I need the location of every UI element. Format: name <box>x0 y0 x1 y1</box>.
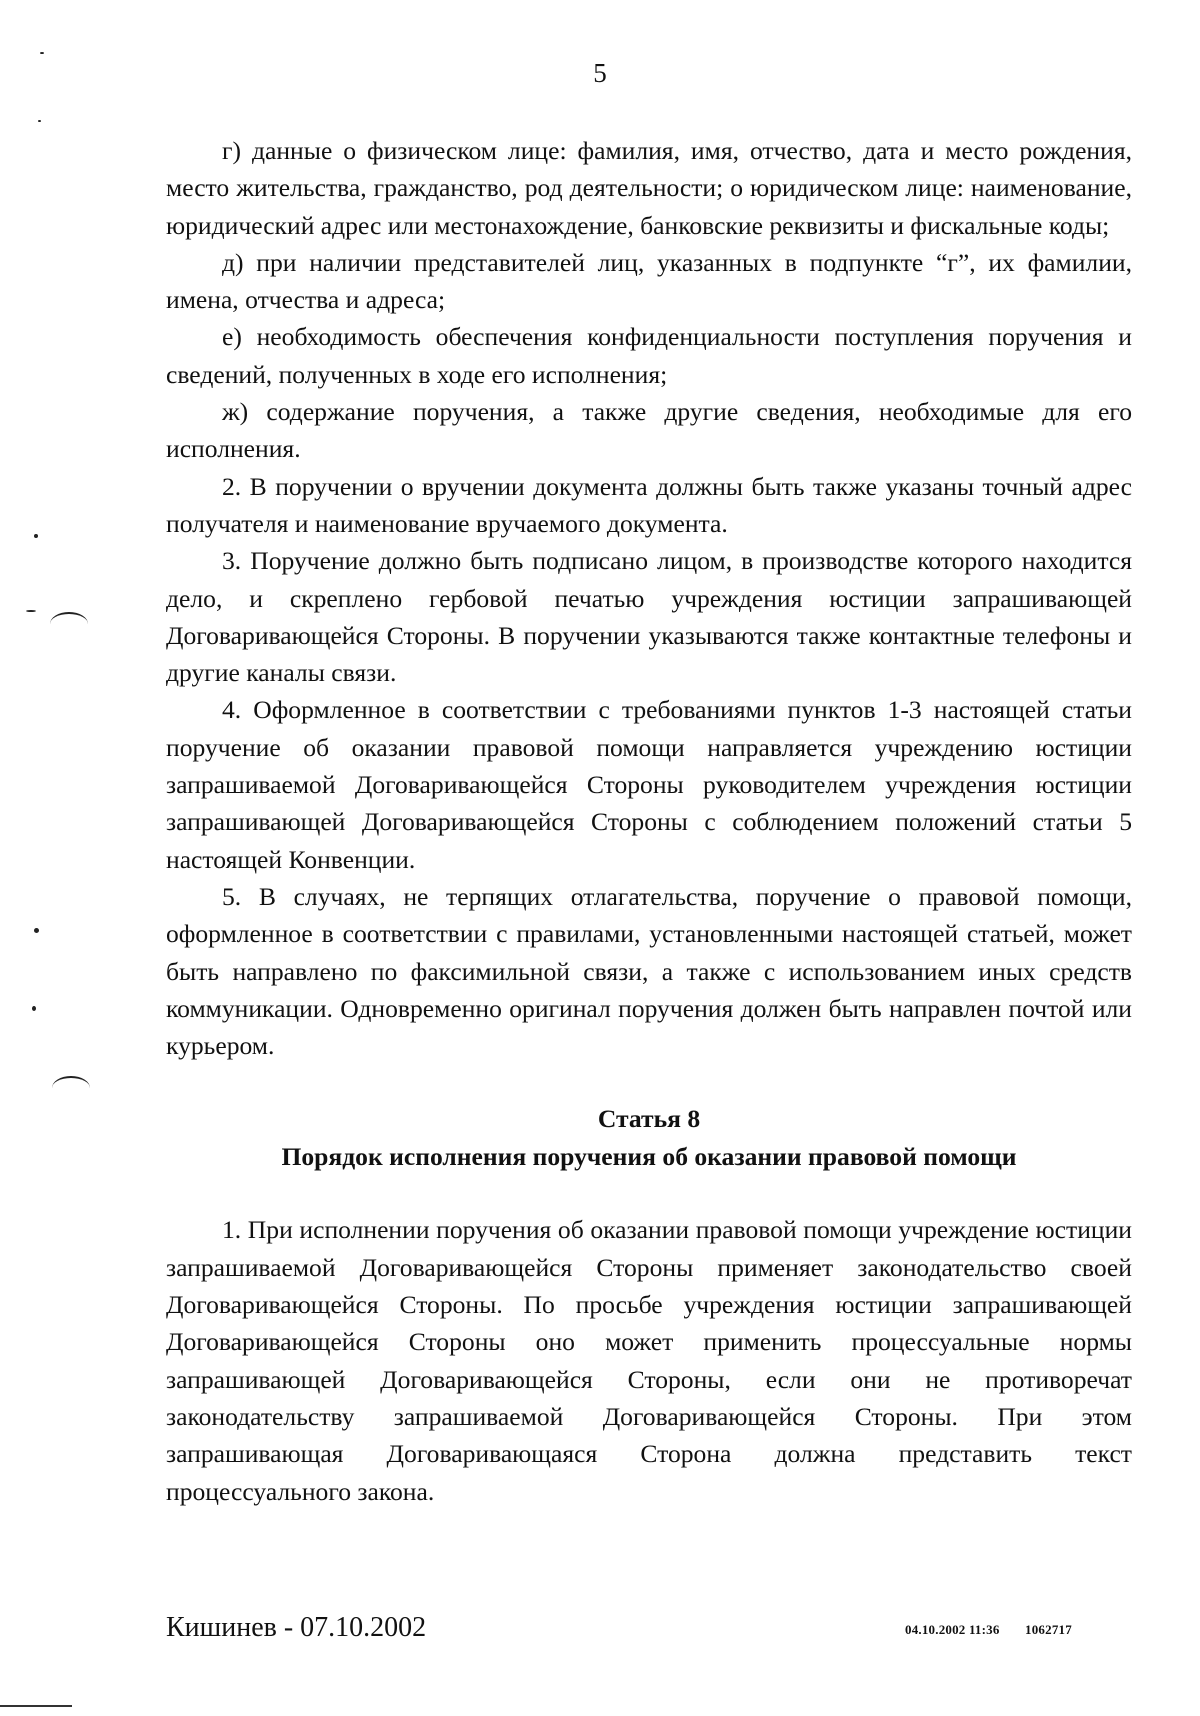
scan-speck <box>34 928 39 933</box>
scan-speck <box>26 610 36 612</box>
footer-timestamp: 04.10.2002 11:36 <box>905 1622 1000 1637</box>
scan-speck <box>32 1006 36 1011</box>
paragraph-zh: ж) содержание поручения, а также другие сведения, необходимые для его исполнения. <box>166 397 1132 464</box>
paragraph-e: е) необходимость обеспечения конфиденциальности поступления поручения и сведений, полученных в ходе его исполнения; <box>166 322 1132 389</box>
page-number: 5 <box>593 58 607 88</box>
paragraph-2: 2. В поручении о вручении документа должны быть также указаны точный адрес получателя и наименование вручаемого документа. <box>166 471 1132 538</box>
scan-arc <box>50 612 88 636</box>
scan-speck <box>34 534 38 538</box>
scan-speck <box>38 120 41 122</box>
paragraph-g: г) данные о физическом лице: фамилия, имя, отчество, дата и место рождения, место жительства, гражданство, род деятельности; о юридическом лице: наименование, юридический адрес или местонахождение, банковские реквизиты и фискальные коды; <box>166 136 1132 240</box>
scan-arc <box>52 1076 90 1100</box>
document-body <box>166 132 1132 1510</box>
article-title: Порядок исполнения поручения об оказании правовой помощи <box>281 1141 1017 1171</box>
paragraph-3: 3. Поручение должно быть подписано лицом, в производстве которого находится дело, и скреплено гербовой печатью учреждения юстиции запрашивающей Договаривающейся Стороны. В поручении указываются также контактные телефоны и другие каналы связи. <box>166 546 1132 688</box>
footer-stamp <box>905 1622 1072 1638</box>
article-heading: Статья 8 <box>597 1104 701 1134</box>
paragraph-4: 4. Оформленное в соответствии с требованиями пунктов 1-3 настоящей статьи поручение об оказании правовой помощи направляется учреждению юстиции запрашиваемой Договаривающейся Стороны руководителем учреждения юстиции запрашивающей Договаривающейся Стороны с соблюдением положений статьи 5 настоящей Конвенции. <box>166 695 1132 874</box>
footer-doc-id: 1062717 <box>1025 1622 1072 1637</box>
scan-speck <box>40 52 44 54</box>
scan-edge-line <box>0 1705 72 1707</box>
footer-place-date: Кишинев - 07.10.2002 <box>166 1612 427 1643</box>
paragraph-d: д) при наличии представителей лиц, указанных в подпункте “г”, их фамилии, имена, отчества и адреса; <box>166 247 1132 315</box>
article-paragraph-1: 1. При исполнении поручения об оказании правовой помощи учреждение юстиции запрашиваемой Договаривающейся Стороны применяет законодательство своей Договаривающейся Стороны. По просьбе учреждения юстиции запрашивающей Договаривающейся Стороны оно может применить процессуальные нормы запрашивающей Договаривающейся Стороны, если они не противоречат законодательству запрашиваемой Договаривающейся Стороны. При этом запрашивающая Договаривающаяся Сторона должна представить текст процессуального закона. <box>166 1215 1132 1506</box>
paragraph-5: 5. В случаях, не терпящих отлагательства, поручение о правовой помощи, оформленное в соответствии с правилами, установленными настоящей статьей, может быть направлено по факсимильной связи, а также с использованием иных средств коммуникации. Одновременно оригинал поручения должен быть направлен почтой или курьером. <box>166 881 1132 1061</box>
